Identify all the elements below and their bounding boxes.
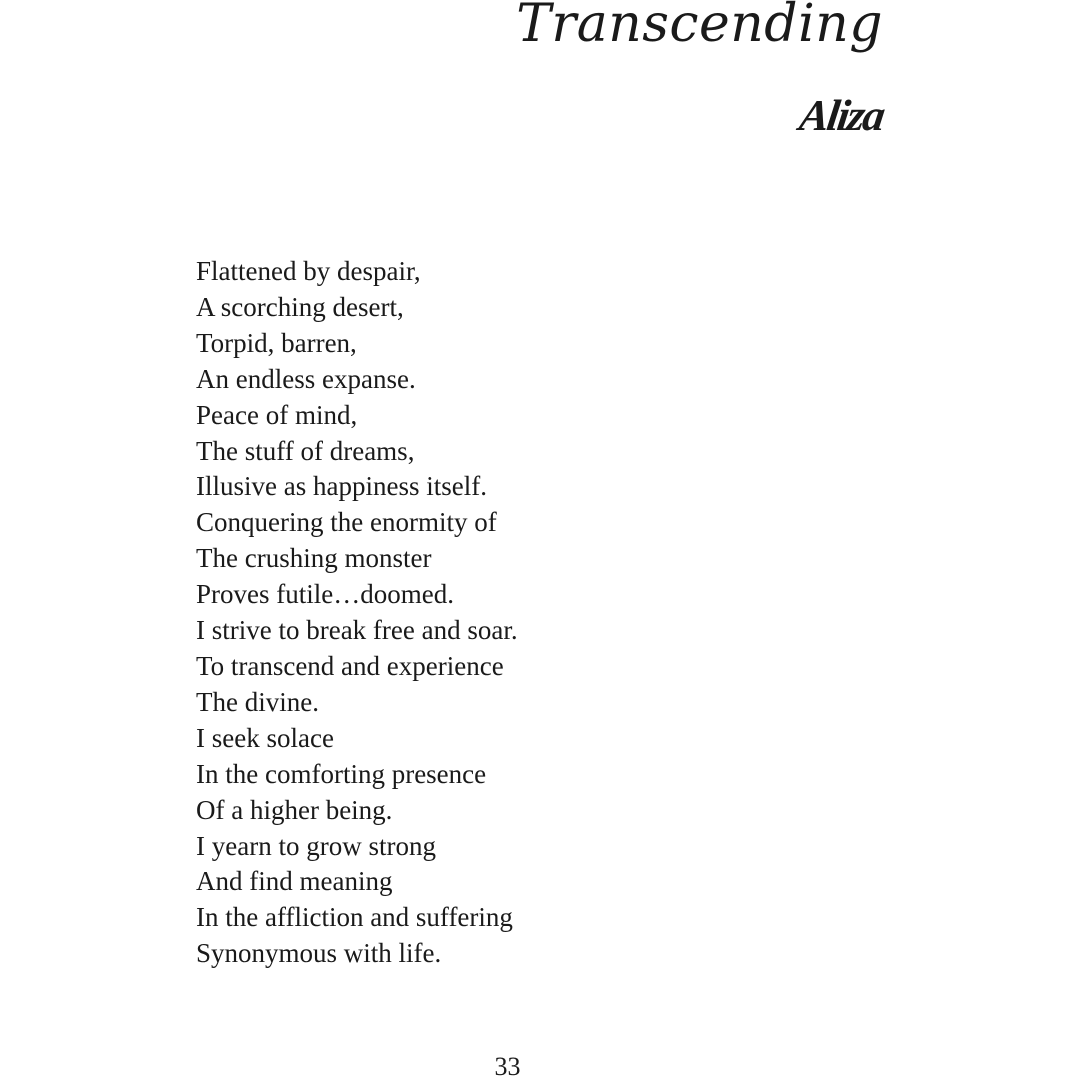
poem-line: Proves futile…doomed. <box>196 579 454 610</box>
poem-line: I seek solace <box>196 722 334 753</box>
poem-line: And find meaning <box>196 866 393 897</box>
poem-body <box>196 254 518 972</box>
poem-line: An endless expanse. <box>196 363 416 394</box>
page-number: 33 <box>494 1052 521 1081</box>
poem-line: The crushing monster <box>196 543 432 574</box>
poem-line: Of a higher being. <box>196 794 393 825</box>
poem-line: Synonymous with life. <box>196 938 442 969</box>
poem-line: The stuff of dreams, <box>196 435 415 466</box>
poem-line: Conquering the enormity of <box>196 507 497 538</box>
poem-line: Peace of mind, <box>196 399 358 430</box>
poem-author: Aliza <box>796 91 887 140</box>
poem-line: A scorching desert, <box>196 291 404 322</box>
poem-line: Illusive as happiness itself. <box>196 471 487 502</box>
poem-line: I yearn to grow strong <box>196 830 436 861</box>
poem-title: Transcending <box>516 0 883 54</box>
poem-line: I strive to break free and soar. <box>196 615 518 646</box>
poem-line: Torpid, barren, <box>196 327 357 358</box>
poem-line: The divine. <box>196 686 319 717</box>
poem-line: To transcend and experience <box>196 650 504 681</box>
poem-line: In the affliction and suffering <box>196 902 513 933</box>
poem-line: Flattened by despair, <box>196 256 421 286</box>
poem-line: In the comforting presence <box>196 758 487 789</box>
